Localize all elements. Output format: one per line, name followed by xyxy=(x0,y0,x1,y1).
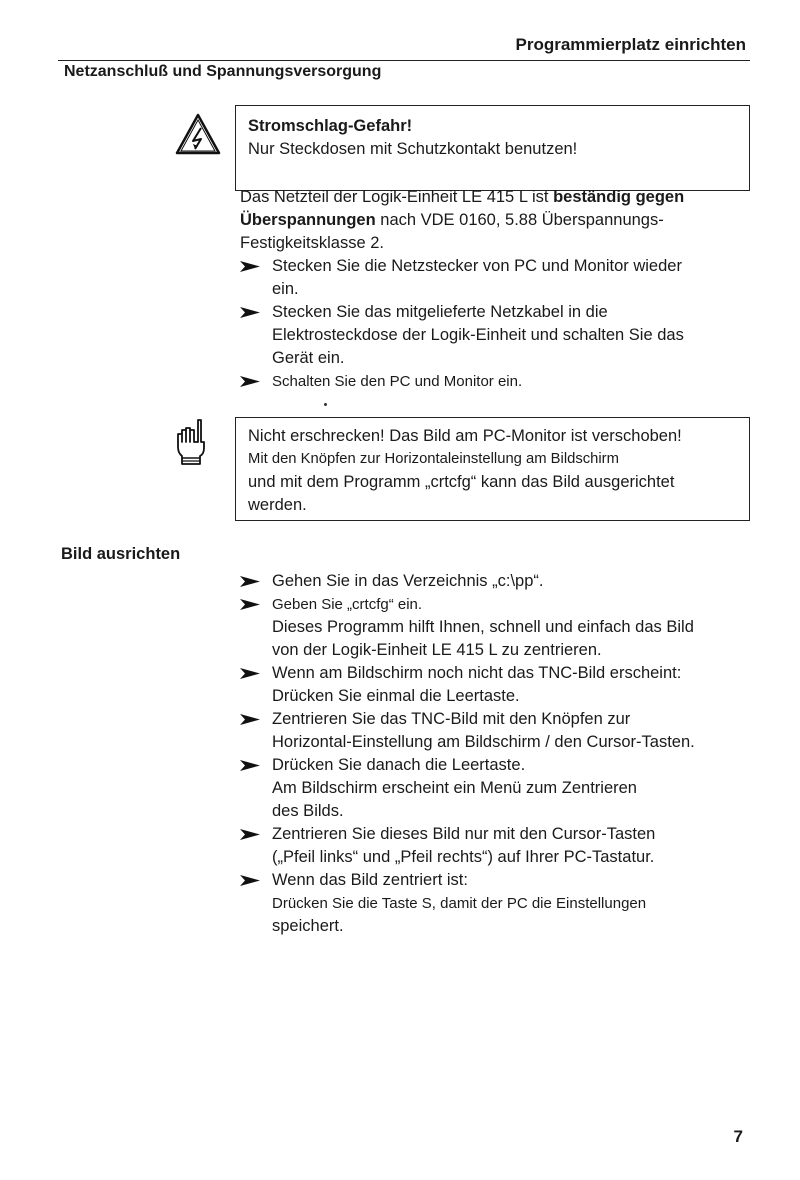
note-line: Nicht erschrecken! Das Bild am PC-Monitor ist verschoben! xyxy=(248,427,682,445)
power-step: Schalten Sie den PC und Monitor ein. xyxy=(240,370,740,393)
align-step: Wenn das Bild zentriert ist: Drücken Sie die Taste S, damit der PC die Einstellungen speichert. xyxy=(240,869,740,938)
arrow-bullet-icon xyxy=(240,307,260,318)
power-section xyxy=(240,186,740,393)
running-header-title: Programmierplatz einrichten xyxy=(515,35,746,54)
arrow-bullet-icon xyxy=(240,668,260,679)
power-step: Stecken Sie die Netzstecker von PC und Monitor wieder ein. xyxy=(240,255,740,301)
power-intro-line-2: Überspannungen nach VDE 0160, 5.88 Überspannungs- xyxy=(240,211,664,229)
arrow-bullet-icon xyxy=(240,376,260,387)
page-number: 7 xyxy=(733,1127,743,1146)
align-heading: Bild ausrichten xyxy=(61,545,181,563)
align-step: Drücken Sie danach die Leertaste. Am Bildschirm erscheint ein Menü zum Zentrieren des Bilds. xyxy=(240,754,740,823)
note-box xyxy=(235,417,750,521)
warning-triangle-icon xyxy=(174,112,222,156)
power-intro-line-1: Das Netzteil der Logik-Einheit LE 415 L ist beständig gegen xyxy=(240,188,685,206)
header-rule xyxy=(58,60,750,61)
warning-box xyxy=(235,105,750,191)
align-step: Zentrieren Sie das TNC-Bild mit den Knöpfen zur Horizontal-Einstellung am Bildschirm / den Cursor-Tasten. xyxy=(240,708,740,754)
note-line: werden. xyxy=(248,496,307,514)
note-line: Mit den Knöpfen zur Horizontaleinstellung am Bildschirm xyxy=(248,451,619,467)
power-step: Stecken Sie das mitgelieferte Netzkabel in die Elektrosteckdose der Logik-Einheit und schalten Sie das Gerät ein. xyxy=(240,301,740,370)
arrow-bullet-icon xyxy=(240,576,260,587)
arrow-bullet-icon xyxy=(240,261,260,272)
power-intro-line-3: Festigkeitsklasse 2. xyxy=(240,234,384,252)
align-step: Geben Sie „crtcfg“ ein. Dieses Programm hilft Ihnen, schnell und einfach das Bild von der Logik-Einheit LE 415 L zu zentrieren. xyxy=(240,593,740,662)
print-speck xyxy=(324,403,327,406)
align-step: Gehen Sie in das Verzeichnis „c:\pp“. xyxy=(240,570,740,593)
section-title: Netzanschluß und Spannungsversorgung xyxy=(64,63,382,80)
align-section xyxy=(240,570,740,938)
arrow-bullet-icon xyxy=(240,829,260,840)
warning-text: Nur Steckdosen mit Schutzkontakt benutzen! xyxy=(248,140,578,158)
arrow-bullet-icon xyxy=(240,875,260,886)
arrow-bullet-icon xyxy=(240,599,260,610)
pointing-hand-icon xyxy=(174,418,210,466)
note-line: und mit dem Programm „crtcfg“ kann das Bild ausgerichtet xyxy=(248,473,675,491)
arrow-bullet-icon xyxy=(240,714,260,725)
align-step: Zentrieren Sie dieses Bild nur mit den Cursor-Tasten („Pfeil links“ und „Pfeil rechts“) auf Ihrer PC-Tastatur. xyxy=(240,823,740,869)
arrow-bullet-icon xyxy=(240,760,260,771)
align-step: Wenn am Bildschirm noch nicht das TNC-Bild erscheint: Drücken Sie einmal die Leertaste. xyxy=(240,662,740,708)
warning-title: Stromschlag-Gefahr! xyxy=(248,117,413,135)
